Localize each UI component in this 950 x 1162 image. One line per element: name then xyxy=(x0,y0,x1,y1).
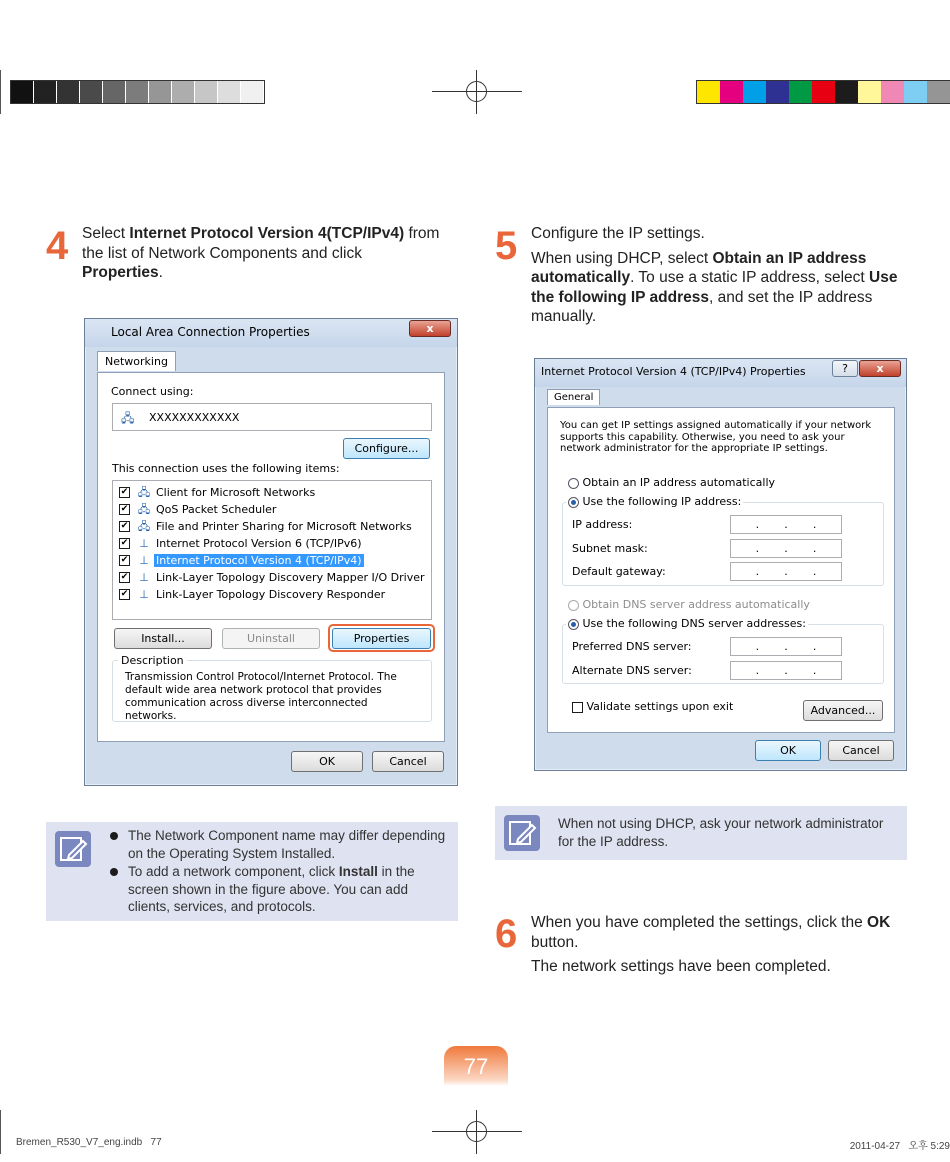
list-item[interactable] xyxy=(119,484,317,501)
footer-file-name: Bremen_R530_V7_eng.indb 77 xyxy=(16,1137,162,1148)
alternate-dns-field[interactable]: . . . xyxy=(730,661,842,680)
validate-checkbox[interactable]: Validate settings upon exit xyxy=(572,700,733,713)
intro-text: You can get IP settings assigned automatically if your network supports this capability. Otherwise, you need to ask your network administrator for the appropriate IP settings. xyxy=(560,420,872,454)
use-ip-option[interactable]: Use the following IP address: xyxy=(566,495,743,508)
uninstall-button[interactable]: Uninstall xyxy=(222,628,320,649)
dialog-title: Internet Protocol Version 4 (TCP/IPv4) Properties xyxy=(535,359,906,387)
general-panel xyxy=(547,407,895,733)
list-item-label: Link-Layer Topology Discovery Mapper I/O Driver xyxy=(156,571,425,584)
ok-button[interactable]: OK xyxy=(755,740,821,761)
color-swatch xyxy=(812,81,835,103)
page-number: 77 xyxy=(444,1046,508,1086)
adapter-icon: 🖧 xyxy=(121,411,135,425)
grayscale-swatch xyxy=(172,81,195,103)
protocol-icon: ⊥ xyxy=(139,571,149,584)
grayscale-swatch xyxy=(80,81,103,103)
step-number: 6 xyxy=(495,912,518,956)
network-client-icon: 🖧 xyxy=(137,486,151,499)
radio-icon xyxy=(568,600,579,611)
step-4-instructions: Select Internet Protocol Version 4(TCP/IPv4) from the list of Network Components and click Properties. xyxy=(82,225,440,281)
list-item[interactable] xyxy=(119,518,414,535)
step-5-instructions: Configure the IP settings. When using DHCP, select Obtain an IP address automatically. To use a static IP address, select Use the following IP address, and set the IP address manually. xyxy=(531,225,898,325)
grayscale-swatch xyxy=(241,81,264,103)
checkbox-icon[interactable]: ✔ xyxy=(120,487,129,497)
subnet-mask-field[interactable]: . . . xyxy=(730,539,842,558)
checkbox-icon[interactable]: ✔ xyxy=(120,538,129,548)
advanced-button[interactable]: Advanced... xyxy=(803,700,883,721)
items-label: This connection uses the following items: xyxy=(112,462,340,475)
list-item[interactable] xyxy=(119,569,427,586)
note-box xyxy=(46,822,458,921)
step-6-instructions: When you have completed the settings, click the OK button. The network settings have been completed. xyxy=(531,914,891,975)
checkbox-icon[interactable]: ✔ xyxy=(120,555,129,565)
ok-button[interactable]: OK xyxy=(291,751,363,772)
color-swatch xyxy=(743,81,766,103)
dialog-title: Local Area Connection Properties xyxy=(85,319,457,347)
subnet-mask-label: Subnet mask: xyxy=(572,542,648,555)
tab-networking[interactable]: Networking xyxy=(97,351,176,371)
list-item-label: QoS Packet Scheduler xyxy=(156,503,277,516)
list-item-label: Link-Layer Topology Discovery Responder xyxy=(156,588,386,601)
registration-mark-bottom xyxy=(432,1110,522,1154)
close-button[interactable]: x xyxy=(859,360,901,377)
install-button[interactable]: Install... xyxy=(114,628,212,649)
registration-mark-top xyxy=(432,70,522,114)
components-list xyxy=(112,480,432,620)
properties-button[interactable]: Properties xyxy=(332,628,431,649)
step-number: 4 xyxy=(46,224,69,268)
use-dns-option[interactable]: Use the following DNS server addresses: xyxy=(566,617,808,630)
adapter-name: XXXXXXXXXXXX xyxy=(149,411,240,424)
checkbox-icon[interactable]: ✔ xyxy=(120,521,129,531)
obtain-ip-option[interactable]: Obtain an IP address automatically xyxy=(568,476,775,489)
grayscale-swatch xyxy=(34,81,57,103)
grayscale-swatch xyxy=(195,81,218,103)
radio-selected-icon xyxy=(568,619,579,630)
list-item[interactable] xyxy=(119,586,387,603)
crop-mark-left xyxy=(0,70,1,114)
color-swatch xyxy=(835,81,858,103)
protocol-icon: ⊥ xyxy=(139,588,149,601)
note-text: When not using DHCP, ask your network administrator for the IP address. xyxy=(558,816,884,849)
checkbox-icon xyxy=(572,702,583,713)
connect-using-label: Connect using: xyxy=(111,385,194,398)
list-item[interactable] xyxy=(119,501,278,518)
pencil-note-icon xyxy=(504,815,540,851)
note-bullet: The Network Component name may differ depending on the Operating System Installed. xyxy=(110,827,450,862)
grayscale-swatch xyxy=(126,81,149,103)
grayscale-swatch xyxy=(57,81,80,103)
note-box xyxy=(495,806,907,860)
help-button[interactable]: ? xyxy=(832,360,858,377)
description-text: Transmission Control Protocol/Internet Protocol. The default wide area network protocol that provides communication across diverse interconnected networks. xyxy=(125,671,397,722)
local-area-connection-dialog xyxy=(84,318,458,786)
grayscale-swatch xyxy=(11,81,34,103)
close-button[interactable]: x xyxy=(409,320,451,337)
color-swatch xyxy=(881,81,904,103)
ip-address-label: IP address: xyxy=(572,518,633,531)
color-swatch xyxy=(766,81,789,103)
list-item[interactable] xyxy=(119,552,364,569)
default-gateway-label: Default gateway: xyxy=(572,565,666,578)
pencil-note-icon xyxy=(55,831,91,867)
qos-icon: 🖧 xyxy=(137,503,151,516)
description-label: Description xyxy=(118,654,187,667)
configure-button[interactable]: Configure... xyxy=(343,438,430,459)
grayscale-swatch xyxy=(149,81,172,103)
color-swatch xyxy=(697,81,720,103)
color-bar xyxy=(696,80,950,104)
radio-selected-icon xyxy=(568,497,579,508)
default-gateway-field[interactable]: . . . xyxy=(730,562,842,581)
step-number: 5 xyxy=(495,224,518,268)
checkbox-icon[interactable]: ✔ xyxy=(120,572,129,582)
list-item-label: File and Printer Sharing for Microsoft Networks xyxy=(156,520,412,533)
ip-address-field[interactable]: . . . xyxy=(730,515,842,534)
cancel-button[interactable]: Cancel xyxy=(828,740,894,761)
preferred-dns-label: Preferred DNS server: xyxy=(572,640,692,653)
color-swatch xyxy=(858,81,881,103)
networking-panel xyxy=(97,372,445,742)
color-swatch xyxy=(789,81,812,103)
checkbox-icon[interactable]: ✔ xyxy=(120,589,129,599)
list-item-label: Client for Microsoft Networks xyxy=(156,486,316,499)
checkbox-icon[interactable]: ✔ xyxy=(120,504,129,514)
note-bullet: To add a network component, click Install in the screen shown in the figure above. You can add clients, services, and protocols. xyxy=(110,863,450,916)
footer-timestamp: 2011-04-27 오후 5:29 xyxy=(849,1141,950,1152)
preferred-dns-field[interactable]: . . . xyxy=(730,637,842,656)
cancel-button[interactable]: Cancel xyxy=(372,751,444,772)
alternate-dns-label: Alternate DNS server: xyxy=(572,664,692,677)
crop-mark-left-bottom xyxy=(0,1110,1,1154)
grayscale-bar xyxy=(10,80,265,104)
obtain-dns-option[interactable]: Obtain DNS server address automatically xyxy=(568,598,810,611)
protocol-icon: ⊥ xyxy=(139,537,149,550)
file-printer-sharing-icon: 🖧 xyxy=(137,520,151,533)
list-item-label: Internet Protocol Version 4 (TCP/IPv4) xyxy=(156,554,362,567)
color-swatch xyxy=(927,81,950,103)
color-swatch xyxy=(904,81,927,103)
adapter-field xyxy=(112,403,432,431)
grayscale-swatch xyxy=(218,81,241,103)
protocol-icon: ⊥ xyxy=(139,554,149,567)
radio-icon xyxy=(568,478,579,489)
tab-general[interactable]: General xyxy=(547,389,600,405)
ipv4-properties-dialog xyxy=(534,358,907,771)
list-item-label: Internet Protocol Version 6 (TCP/IPv6) xyxy=(156,537,362,550)
list-item[interactable] xyxy=(119,535,364,552)
color-swatch xyxy=(720,81,743,103)
grayscale-swatch xyxy=(103,81,126,103)
